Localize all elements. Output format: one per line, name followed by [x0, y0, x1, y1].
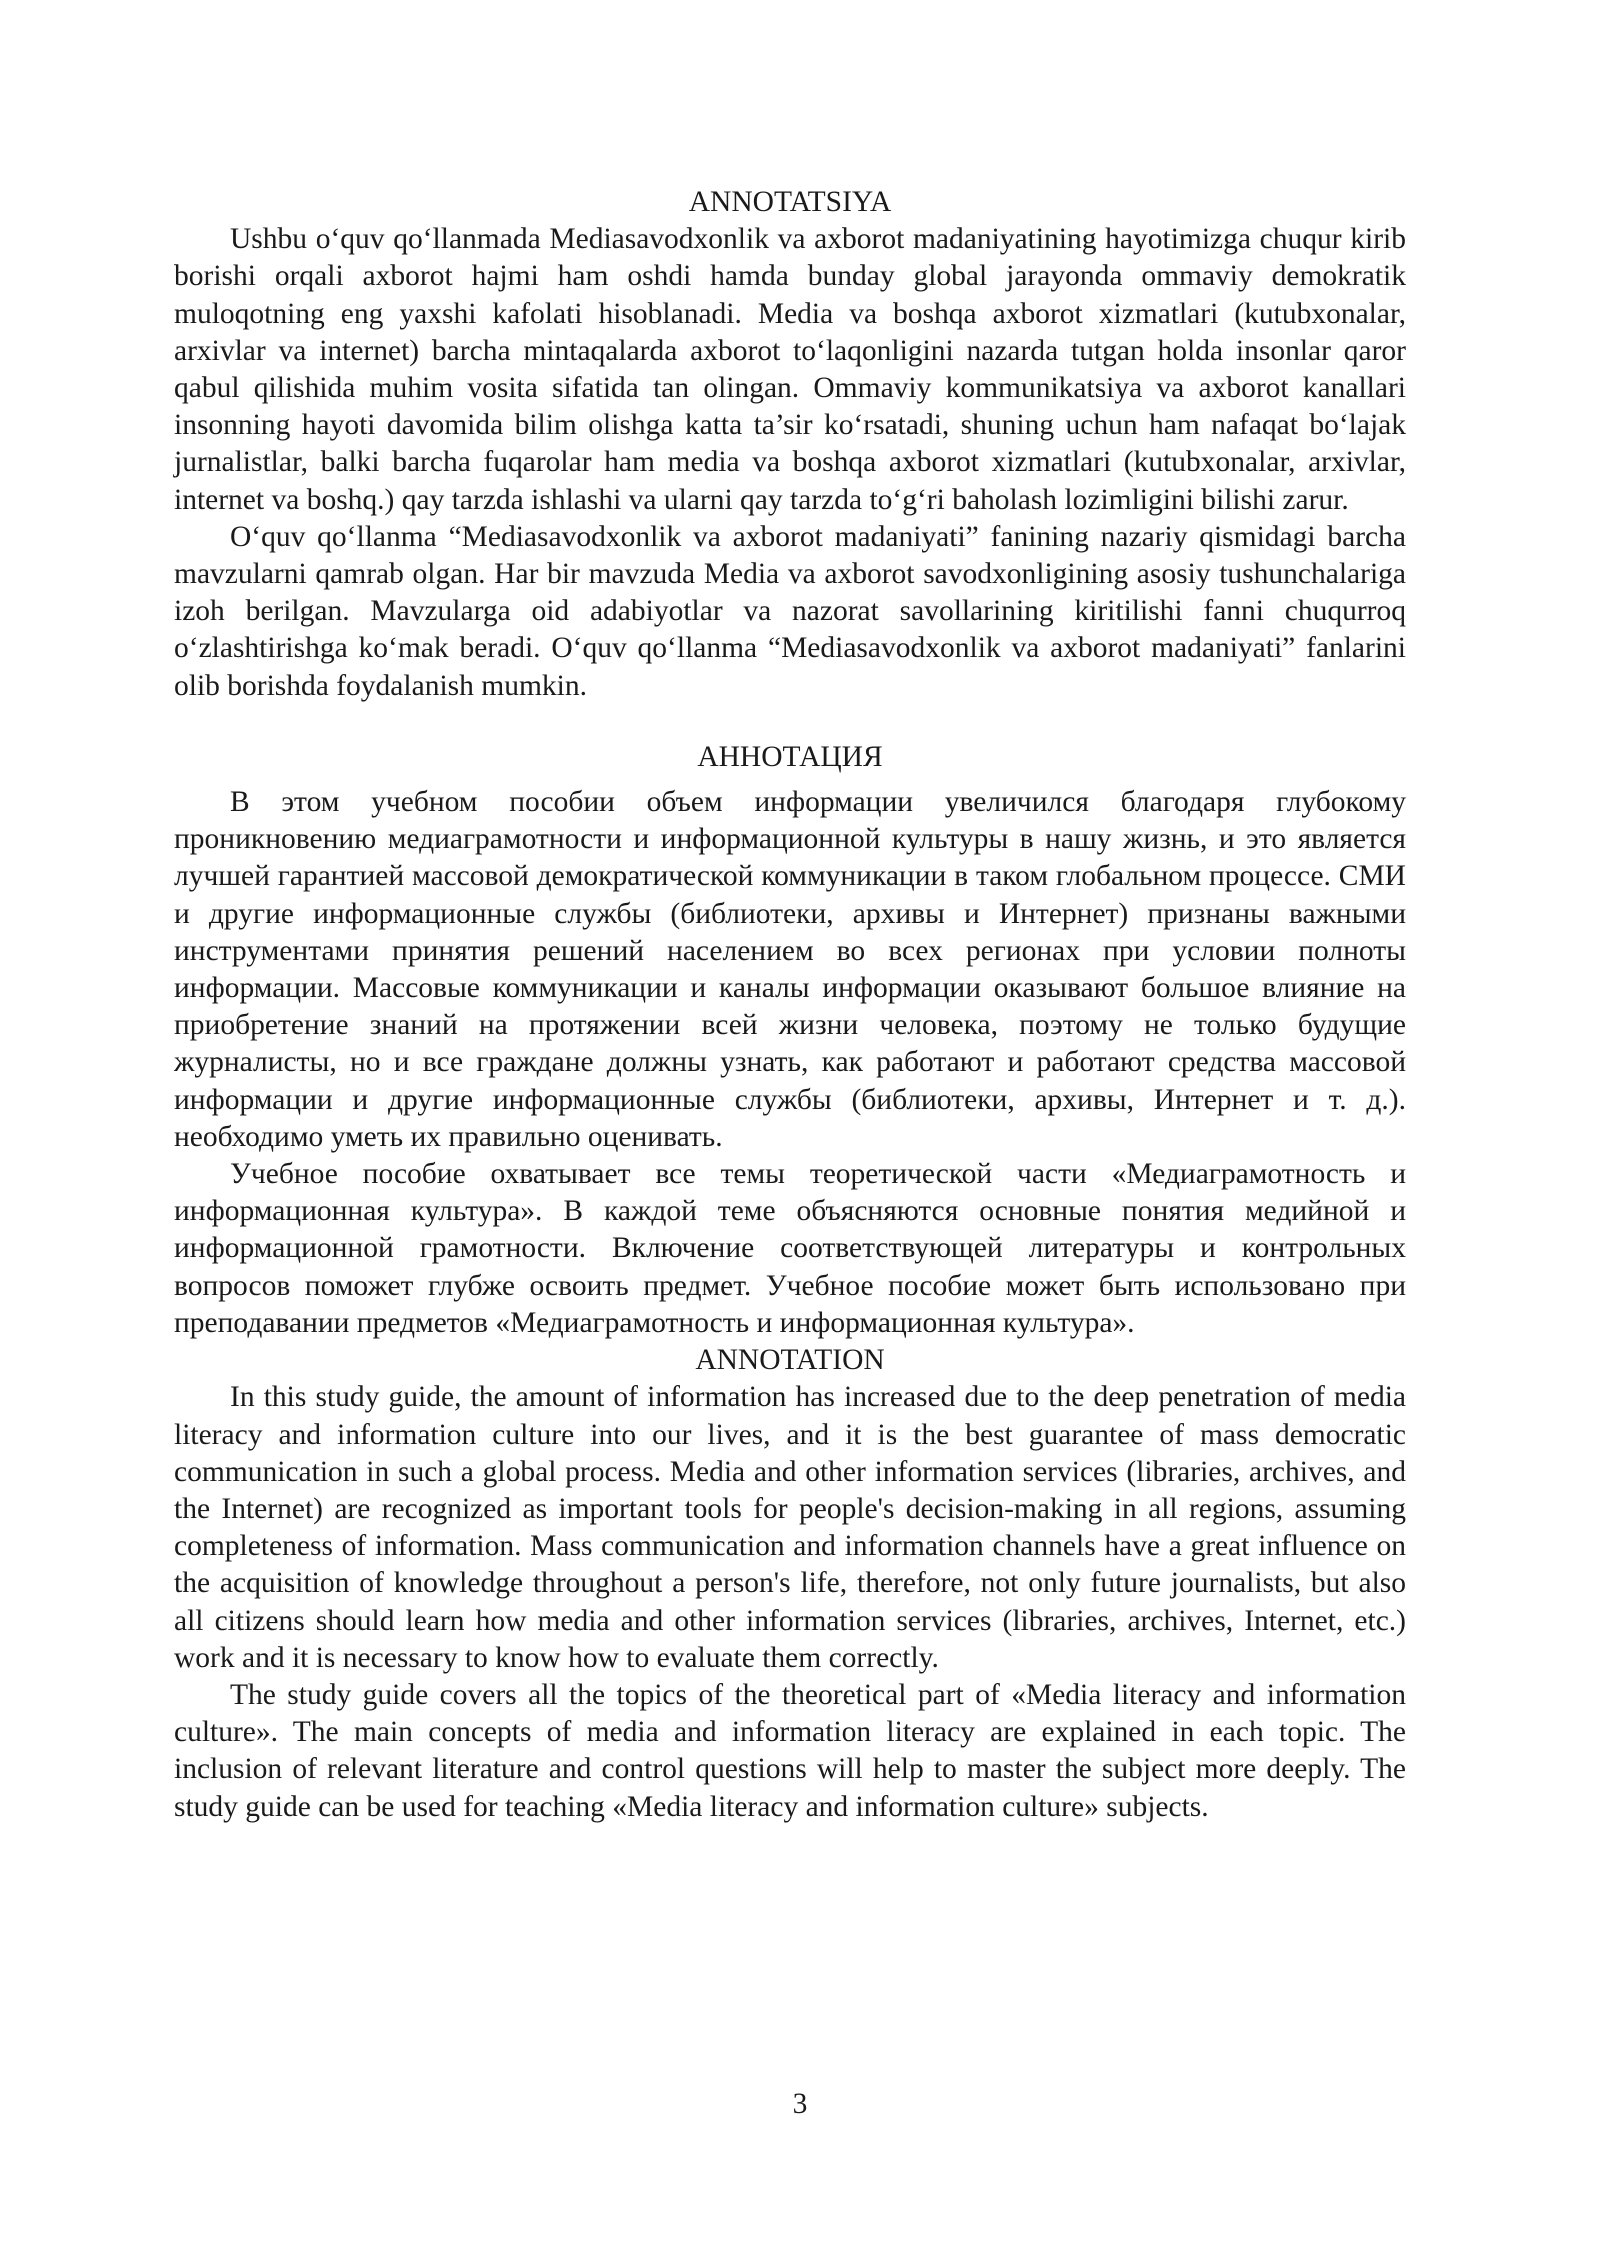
document-page [174, 184, 1406, 1826]
english-paragraph-1: In this study guide, the amount of information has increased due to the deep penetration of media literacy and information culture into our lives, and it is the best guarantee of mass democratic communication in such a global process. Media and other information services (libraries, archives, and the Internet) are recognized as important tools for people's decision-making in all regions, assuming completeness of information. Mass communication and information channels have a great influence on the acquisition of knowledge throughout a person's life, therefore, not only future journalists, but also all citizens should learn how media and other information services (libraries, archives, Internet, etc.) work and it is necessary to know how to evaluate them correctly. [174, 1381, 1406, 1674]
russian-annotation-section [174, 739, 1406, 1342]
page-number: 3 [792, 2088, 808, 2120]
heading-spacer [174, 776, 1406, 784]
section-heading-russian: АННОТАЦИЯ [697, 740, 883, 773]
english-paragraph-2: The study guide covers all the topics of the theoretical part of «Media literacy and information culture». The main concepts of media and information literacy are explained in each topic. The inclusion of relevant literature and control questions will help to master the subject more deeply. The study guide can be used for teaching «Media literacy and information culture» subjects. [174, 1678, 1406, 1823]
section-spacer [174, 705, 1406, 739]
russian-paragraph-2: Учебное пособие охватывает все темы теоретической части «Медиаграмотность и информационная культура». В каждой теме объясняются основные понятия медийной и информационной грамотности. Включение соответствующей литературы и контрольных вопросов поможет глубже освоить предмет. Учебное пособие может быть использовано при преподавании предметов «Медиаграмотность и информационная культура». [174, 1158, 1406, 1339]
section-heading-english: ANNOTATION [695, 1344, 885, 1377]
uzbek-paragraph-1: Ushbu o‘quv qo‘llanmada Mediasavodxonlik va axborot madaniyatining hayotimizga chuqur kirib borishi orqali axborot hajmi ham oshdi hamda bunday global jarayonda ommaviy demokratik muloqotning eng yaxshi kafolati hisoblanadi. Media va boshqa axborot xizmatlari (kutubxonalar, arxivlar va internet) barcha mintaqalarda axborot to‘laqonligini nazarda tutgan holda insonlar qaror qabul qilishida muhim vosita sifatida tan olingan. Ommaviy kommunikatsiya va axborot kanallari insonning hayoti davomida bilim olishga katta ta’sir ko‘rsatadi, shuning uchun ham nafaqat bo‘lajak jurnalistlar, balki barcha fuqarolar ham media va boshqa axborot xizmatlari (kutubxonalar, arxivlar, internet va boshq.) qay tarzda ishlashi va ularni qay tarzda to‘g‘ri baholash lozimligini bilishi zarur. [174, 223, 1406, 516]
section-heading-uzbek: ANNOTATSIYA [688, 186, 892, 218]
uzbek-annotation-section [174, 184, 1406, 705]
russian-paragraph-1: В этом учебном пособии объем информации увеличился благодаря глубокому проникновению медиаграмотности и информационной культуры в нашу жизнь, и это является лучшей гарантией массовой демократической коммуникации в таком глобальном процессе. СМИ и другие информационные службы (библиотеки, архивы и Интернет) признаны важными инструментами принятия решений населением во всех регионах при условии полноты информации. Массовые коммуникации и каналы информации оказывают большое влияние на приобретение знаний на протяжении всей жизни человека, поэтому не только будущие журналисты, но и все граждане должны узнать, как работают и работают средства массовой информации и другие информационные службы (библиотеки, архивы, Интернет и т. д.). необходимо уметь их правильно оценивать. [174, 786, 1406, 1153]
english-annotation-section [174, 1342, 1406, 1826]
uzbek-paragraph-2: O‘quv qo‘llanma “Mediasavodxonlik va axborot madaniyati” fanining nazariy qismidagi barcha mavzularni qamrab olgan. Har bir mavzuda Media va axborot savodxonligining asosiy tushunchalariga izoh berilgan. Mavzularga oid adabiyotlar va nazorat savollarining kiritilishi fanni chuqurroq o‘zlashtirishga ko‘mak beradi. O‘quv qo‘llanma “Mediasavodxonlik va axborot madaniyati” fanlarini olib borishda foydalanish mumkin. [174, 520, 1406, 702]
